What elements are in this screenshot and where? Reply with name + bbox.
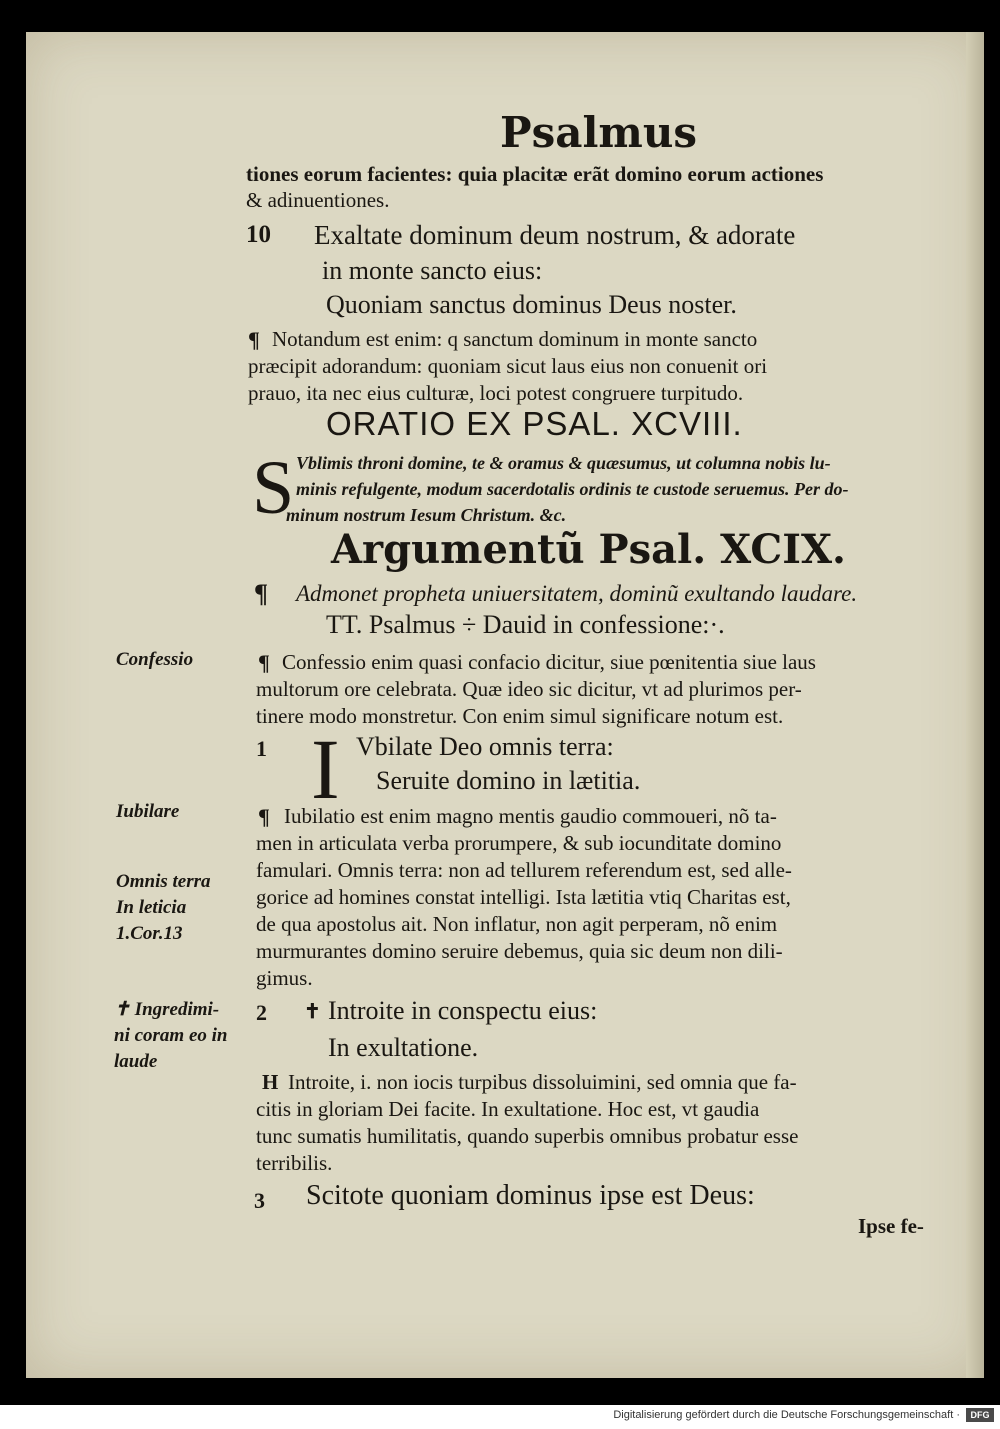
text-line: citis in gloriam Dei facite. In exultatione. Hoc est, vt gaudia [256,1097,760,1121]
margin-note: Confessio [116,649,194,670]
verse-number: 2 [256,1000,267,1025]
footer-credit: Digitalisierung gefördert durch die Deutsche Forschungsgemeinschaft · [613,1409,960,1421]
margin-note: In leticia [116,897,187,918]
running-header: Psalmus [500,108,698,157]
text-line: multorum ore celebrata. Quæ ideo sic dicitur, vt ad plurimos per- [256,677,802,701]
text-line: minum nostrum Iesum Christum. &c. [286,505,567,525]
text-line: murmurantes domino seruire debemus, quia sic deum non dili- [256,939,783,963]
margin-note: 1.Cor.13 [116,923,183,944]
text-line: In exultatione. [328,1033,479,1062]
text-line: Iubilatio est enim magno mentis gaudio commoueri, nõ ta- [284,804,777,828]
text-line: Vbilate Deo omnis terra: [356,732,614,761]
text-line: Introite in conspectu eius: [328,996,598,1025]
verse-number: 3 [254,1188,265,1213]
verse-number: 1 [256,736,267,761]
text-line: terribilis. [256,1151,333,1175]
book-page [26,32,984,1378]
text-line: Confessio enim quasi confacio dicitur, siue pœnitentia siue laus [282,650,816,674]
text-line: tiones eorum facientes: quia placitæ erãt domino eorum actiones [246,162,824,186]
text-line: & adinuentiones. [246,188,390,212]
text-line: men in articulata verba prorumpere, & sub iocunditate domino [256,831,782,855]
text-line: prauo, ita nec eius culturæ, loci potest congruere turpitudo. [248,381,744,405]
margin-note: laude [114,1051,158,1072]
dfg-logo: DFG [966,1408,994,1422]
pilcrow-mark: ¶ [258,804,270,829]
text-line: Exaltate dominum deum nostrum, & adorate [314,220,796,250]
cross-mark: ✝ [304,1001,321,1023]
psalm-title: TT. Psalmus ÷ Dauid in confessione:·. [326,610,725,639]
text-line: tinere modo monstretur. Con enim simul significare notum est. [256,704,784,728]
text-line: Vblimis throni domine, te & oramus & quæsumus, ut columna nobis lu- [296,453,831,473]
pilcrow-mark: ¶ [254,579,269,608]
page-edge [966,32,984,1378]
drop-cap-i: I [311,721,340,817]
drop-cap-s: S [252,446,295,530]
text-line: in monte sancto eius: [322,256,543,285]
margin-note: Iubilare [116,801,180,822]
margin-note: ni coram eo in [114,1025,228,1046]
text-line: Introite, i. non iocis turpibus dissoluimini, sed omnia que fa- [288,1070,797,1094]
text-line: præcipit adorandum: quoniam sicut laus eius non conuenit ori [248,354,768,378]
footer-bar [0,1405,1000,1429]
text-line: minis refulgente, modum sacerdotalis ordinis te custode seruemus. Per do- [296,479,849,499]
verse-number: 10 [246,221,271,248]
text-line: Notandum est enim: q sanctum dominum in monte sancto [272,327,758,351]
text-line: Quoniam sanctus dominus Deus noster. [326,290,737,319]
section-heading: ORATIO EX PSAL. XCVIII. [326,405,743,442]
catchword: Ipse fe- [858,1214,924,1238]
text-line: Admonet propheta uniuersitatem, dominũ exultando laudare. [296,581,858,606]
text-line: Seruite domino in lætitia. [376,766,641,795]
text-line: gorice ad homines constat intelligi. Ista lætitia vtiq Charitas est, [256,885,791,909]
bold-h-mark: H [262,1070,279,1094]
argument-heading: Argumentũ Psal. XCIX. [331,526,846,573]
text-line: tunc sumatis humilitatis, quando superbis omnibus probatur esse [256,1124,799,1148]
margin-note: ✝ Ingredimi- [114,999,220,1020]
text-line: Scitote quoniam dominus ipse est Deus: [306,1180,755,1211]
pilcrow-mark: ¶ [258,650,270,675]
margin-note: Omnis terra [116,871,211,892]
text-line: de qua apostolus ait. Non inflatur, non agit perperam, nõ enim [256,912,778,936]
text-line: gimus. [256,966,313,990]
text-line: famulari. Omnis terra: non ad tellurem referendum est, sed alle- [256,858,792,882]
pilcrow-mark: ¶ [248,327,260,352]
